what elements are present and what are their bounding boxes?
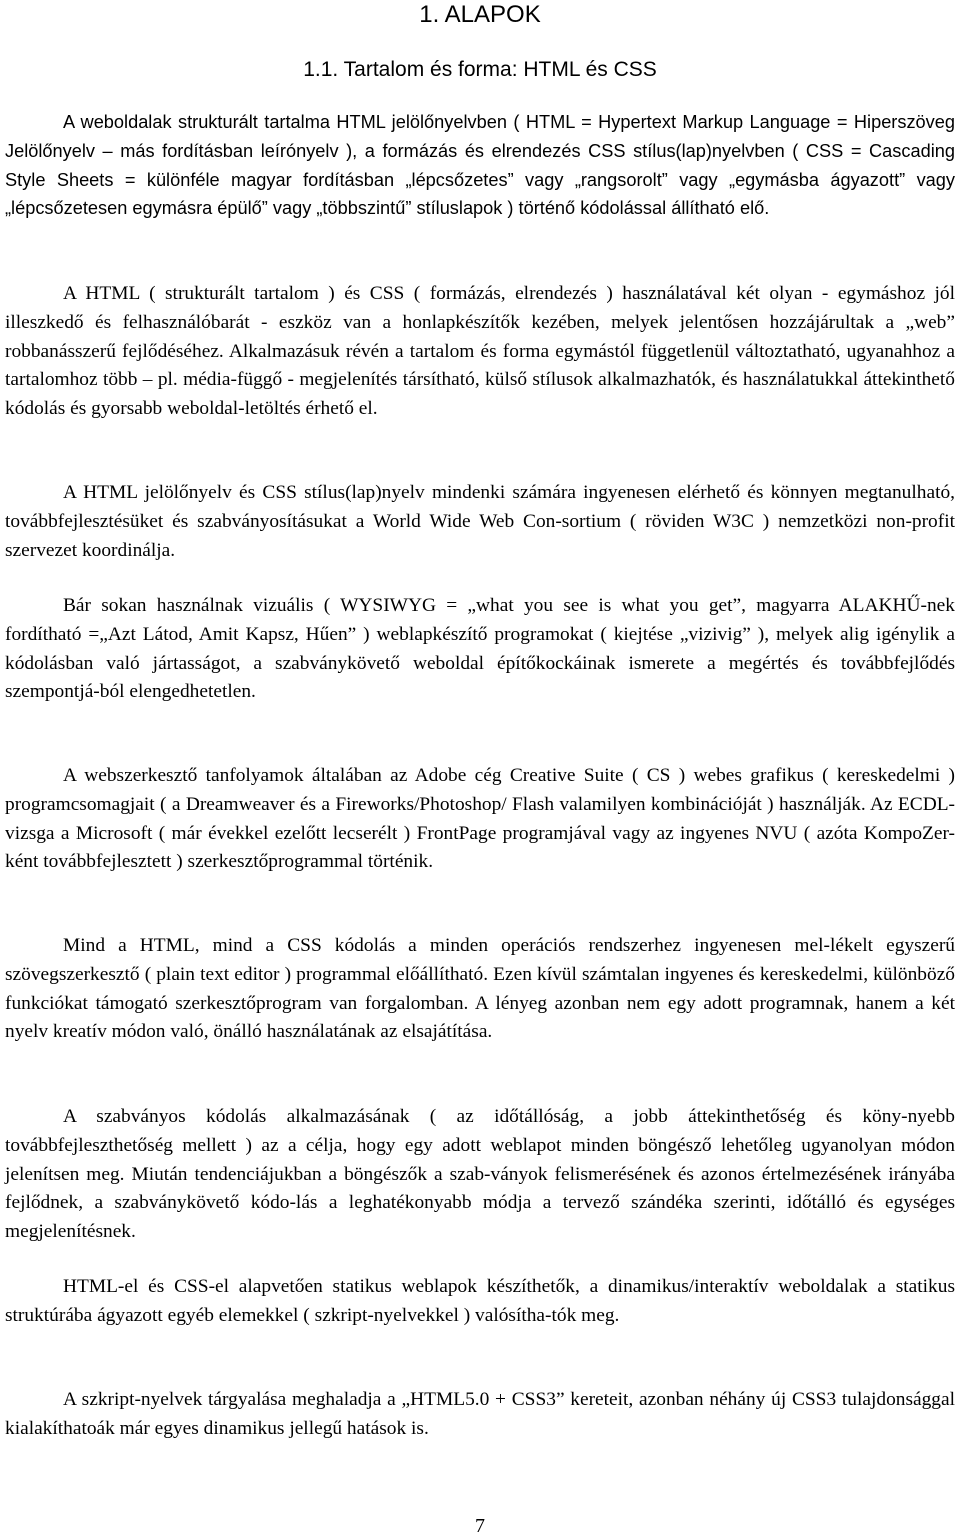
paragraph-6: Mind a HTML, mind a CSS kódolás a minden operációs rendszerhez ingyenesen mel-lékelt egyszerű szövegszerkesztő ( plain text editor ) programmal előállítható. Ezen kívül számtalan ingyenes és kereskedelmi, különböző funkciókat támogató szerkesztőprogram van forgalomban. A lényeg azonban nem egy adott programnak, hanem a két nyelv kreatív módon való, önálló használatának az elsajátítása. [5, 935, 955, 1043]
paragraph-1: A weboldalak strukturált tartalma HTML jelölőnyelvben ( HTML = Hypertext Markup Language = Hiperszöveg Jelölőnyelv – más fordításban leírónyelv ), a formázás és elrendezés CSS stílus(lap)nyelvben ( CSS = Cascading Style Sheets = különféle magyar fordításban „lépcsőzetes” vagy „rangsorolt” vagy „egymásba ágyazott” vagy „lépcsőzetesen egymásra épülő” vagy „többszintű” stíluslapok ) történő kódolással állítható elő. [5, 112, 955, 219]
paragraph-4: Bár sokan használnak vizuális ( WYSIWYG = „what you see is what you get”, magyarra ALAKHŰ-nek fordítható =„Azt Látod, Amit Kapsz, Hűen” ) weblapkészítő programokat ( kiejtése „vizivig” ), melyek alig igénylik a kódolásban való jártasságot, a szabványkövető weboldal építőkockáinak ismerete a megértés és továbbfejlődés szempontjá-ból elengedhetetlen. [5, 595, 955, 703]
paragraph-8: HTML-el és CSS-el alapvetően statikus weblapok készíthetők, a dinamikus/interaktív weboldalak a statikus struktúrába ágyazott egyéb elemekkel ( szkript-nyelvekkel ) valósítha-tók meg. [5, 1276, 955, 1326]
paragraph-3: A HTML jelölőnyelv és CSS stílus(lap)nyelv mindenki számára ingyenesen elérhető és könnyen megtanulható, továbbfejlesztésüket és szabványosításukat a World Wide Web Con-sortium ( röviden W3C ) nemzetközi non-profit szervezet koordinálja. [5, 482, 955, 561]
paragraph-2: A HTML ( strukturált tartalom ) és CSS ( formázás, elrendezés ) használatával két olyan - egymáshoz jól illeszkedő és felhasználóbarát - eszköz van a honlapkészítők kezében, melyek jelentősen hozzájárultak a „web” robbanásszerű fejlődéséhez. Alkalmazásuk révén a tartalom és forma egymástól függetlenül változtatható, ugyanahhoz a tartalomhoz több – pl. média-függő - megjelenítés társítható, külső stílusok alkalmazhatók, és használatukkal áttekinthető kódolás és gyorsabb weboldal-letöltés érhető el. [5, 283, 955, 420]
paragraph-7: A szabványos kódolás alkalmazásának ( az időtállóság, a jobb áttekinthetőség és köny-nyebb továbbfejleszthetőség mellett ) az a célja, hogy egy adott weblapot minden böngésző lehetőleg ugyanolyan módon jelenítsen meg. Miután tendenciájukban a böngészők a szab-ványok felismerésének és azonos értelmezésének irányába fejlődnek, a szabványkövető kódo-lás a leghatékonyabb módja a tervező szándéka szerinti, időtálló és egységes megjelenítésnek. [5, 1106, 955, 1243]
paragraph-9: A szkript-nyelvek tárgyalása meghaladja a „HTML5.0 + CSS3” kereteit, azonban néhány új CSS3 tulajdonsággal kialakíthatoák már egyes dinamikus jellegű hatások is. [5, 1389, 955, 1439]
page-number: 7 [475, 1515, 485, 1537]
paragraph-5: A webszerkesztő tanfolyamok általában az Adobe cég Creative Suite ( CS ) webes grafikus ( kereskedelmi ) programcsomagjait ( a Dreamweaver és a Fireworks/Photoshop/ Flash valamilyen kombinációját ) használják. Az ECDL-vizsga a Microsoft ( már évekkel ezelőtt lecserélt ) FrontPage programjával vagy az ingyenes NVU ( azóta KompoZer-ként továbbfejlesztett ) szerkesztőprogrammal történik. [5, 765, 955, 873]
section-heading: 1.1. Tartalom és forma: HTML és CSS [303, 58, 657, 81]
chapter-heading: 1. ALAPOK [419, 1, 541, 28]
